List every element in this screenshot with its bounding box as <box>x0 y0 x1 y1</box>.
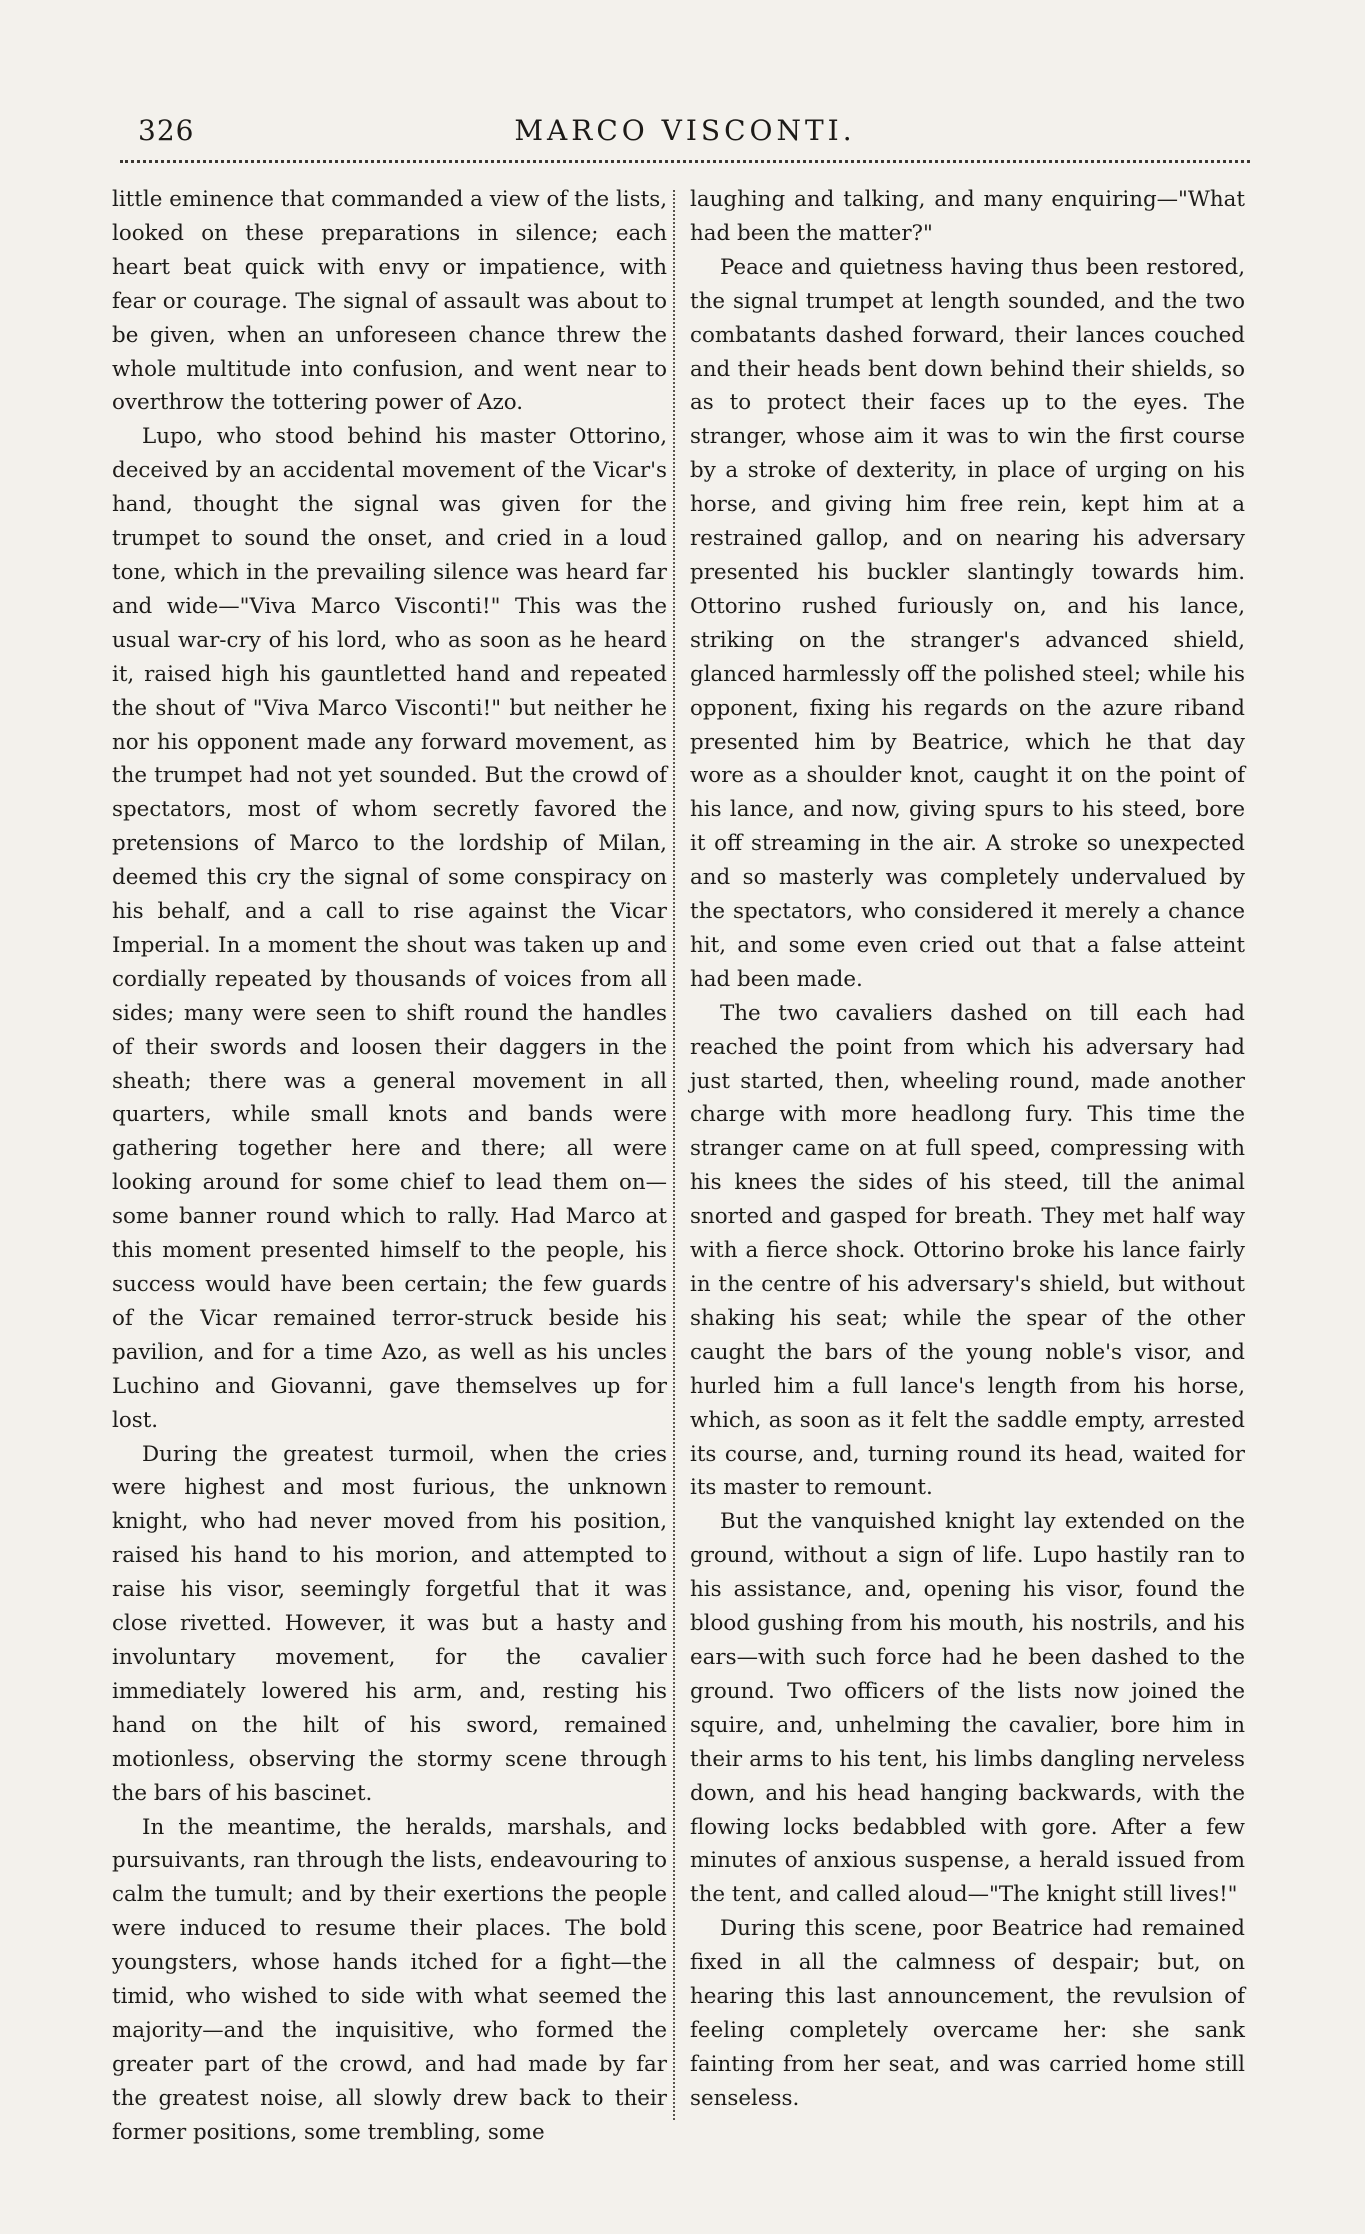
paragraph: During this scene, poor Beatrice had remained fixed in all the calmness of despair; but, on hearing this last announcement, the revulsion of feeling completely overcame her: she sank fainting from her seat, and was carried home still senseless. <box>690 1916 1245 2111</box>
paragraph: little eminence that commanded a view of the lists, looked on these preparations in silence; each heart beat quick with envy or impatience, with fear or courage. The signal of assault was about to be given, when an unforeseen chance threw the whole multitude into confusion, and went near to overthrow the tottering power of Azo. <box>112 187 667 416</box>
right-column <box>690 183 1245 2116</box>
paragraph: In the meantime, the heralds, marshals, and pursuivants, ran through the lists, endeavouring to calm the tumult; and by their exertions the people were induced to resume their places. The bold youngsters, whose hands itched for a fight—the timid, who wished to side with what seemed the majority—and the inquisitive, who formed the greater part of the crowd, and had made by far the greatest noise, all slowly drew back to their former positions, some trembling, some <box>112 1814 667 2145</box>
paragraph: The two cavaliers dashed on till each had reached the point from which his adversary had just started, then, wheeling round, made another charge with more headlong fury. This time the stranger came on at full speed, compressing with his knees the sides of his steed, till the animal snorted and gasped for breath. They met half way with a fierce shock. Ottorino broke his lance fairly in the centre of his adversary's shield, but without shaking his seat; while the spear of the other caught the bars of the young noble's visor, and hurled him a full lance's length from his horse, which, as soon as it felt the saddle empty, arrested its course, and, turning round its head, waited for its master to remount. <box>690 1000 1245 1501</box>
left-column <box>112 183 667 2150</box>
running-title: MARCO VISCONTI. <box>514 114 856 147</box>
page-header <box>120 108 1250 154</box>
paragraph: laughing and talking, and many enquiring—"What had been the matter?" <box>690 187 1245 246</box>
paragraph: Peace and quietness having thus been restored, the signal trumpet at length sounded, and the two combatants dashed forward, their lances couched and their heads bent down behind their shields, so as to protect their faces up to the eyes. The stranger, whose aim it was to win the first course by a stroke of dexterity, in place of urging on his horse, and giving him free rein, kept him at a restrained gallop, and on nearing his adversary presented his buckler slantingly towards him. Ottorino rushed furiously on, and his lance, striking on the stranger's advanced shield, glanced harmlessly off the polished steel; while his opponent, fixing his regards on the azure riband presented him by Beatrice, which he that day wore as a shoulder knot, caught it on the point of his lance, and now, giving spurs to his steed, bore it off streaming in the air. A stroke so unexpected and so masterly was completely undervalued by the spectators, who considered it merely a chance hit, and some even cried out that a false atteint had been made. <box>690 254 1245 992</box>
paragraph: During the greatest turmoil, when the cries were highest and most furious, the unknown knight, who had never moved from his position, raised his hand to his morion, and attempted to raise his visor, seemingly forgetful that it was close rivetted. However, it was but a hasty and involuntary movement, for the cavalier immediately lowered his arm, and, resting his hand on the hilt of his sword, remained motionless, observing the stormy scene through the bars of his bascinet. <box>112 1441 667 1806</box>
column-divider <box>673 190 675 2120</box>
paragraph: But the vanquished knight lay extended on the ground, without a sign of life. Lupo hastily ran to his assistance, and, opening his visor, found the blood gushing from his mouth, his nostrils, and his ears—with such force had he been dashed to the ground. Two officers of the lists now joined the squire, and, unhelming the cavalier, bore him in their arms to his tent, his limbs dangling nerveless down, and his head hanging backwards, with the flowing locks bedabbled with gore. After a few minutes of anxious suspense, a herald issued from the tent, and called aloud—"The knight still lives!" <box>690 1509 1245 1908</box>
paragraph: Lupo, who stood behind his master Ottorino, deceived by an accidental movement of the Vicar's hand, thought the signal was given for the trumpet to sound the onset, and cried in a loud tone, which in the prevailing silence was heard far and wide—"Viva Marco Visconti!" This was the usual war-cry of his lord, who as soon as he heard it, raised high his gauntletted hand and repeated the shout of "Viva Marco Visconti!" but neither he nor his opponent made any forward movement, as the trumpet had not yet sounded. But the crowd of spectators, most of whom secretly favored the pretensions of Marco to the lordship of Milan, deemed this cry the signal of some conspiracy on his behalf, and a call to rise against the Vicar Imperial. In a moment the shout was taken up and cordially repeated by thousands of voices from all sides; many were seen to shift round the handles of their swords and loosen their daggers in the sheath; there was a general movement in all quarters, while small knots and bands were gathering together here and there; all were looking around for some chief to lead them on—some banner round which to rally. Had Marco at this moment presented himself to the people, his success would have been certain; the few guards of the Vicar remained terror-struck beside his pavilion, and for a time Azo, as well as his uncles Luchino and Giovanni, gave themselves up for lost. <box>112 424 667 1433</box>
header-divider <box>120 160 1250 163</box>
page-number: 326 <box>138 114 195 147</box>
